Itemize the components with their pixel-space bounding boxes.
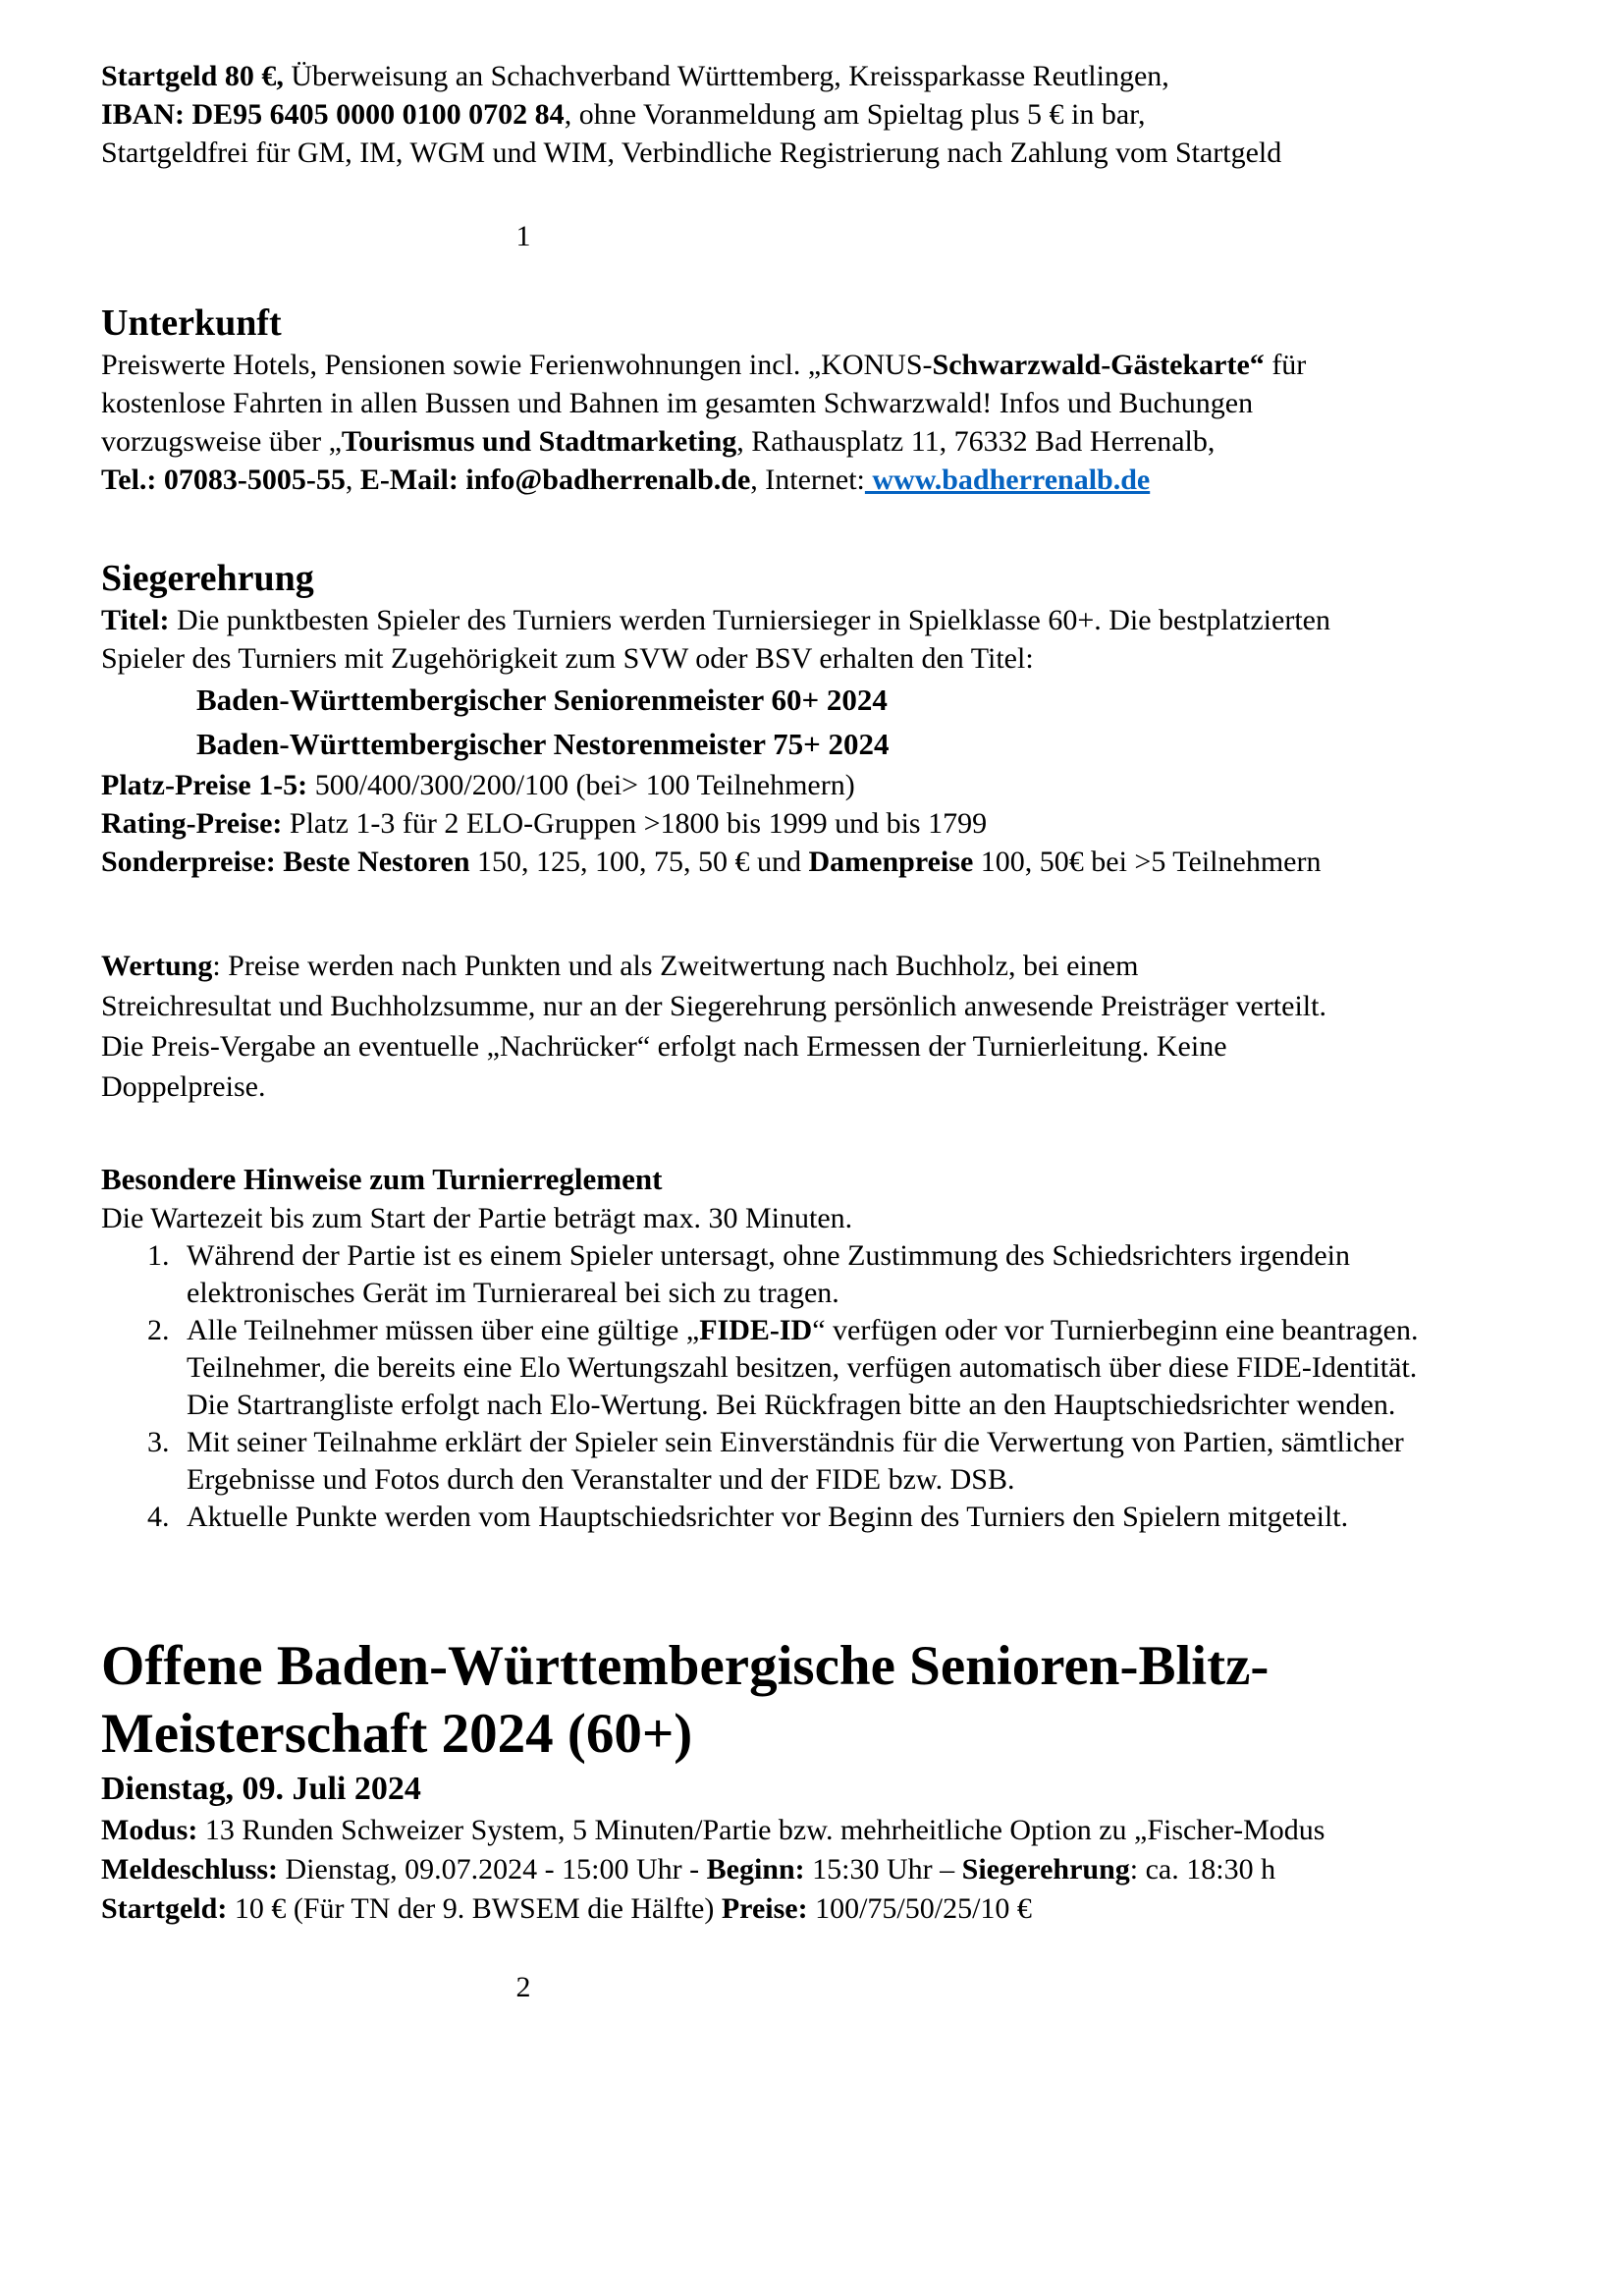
list-item-4-text [187,1499,1622,1536]
wertung-paragraph [101,946,1622,1107]
text-line [101,134,1622,172]
text-run: Streichresultat und Buchholzsumme, nur an der Siegerehrung persönlich anwesende Preisträger verteilt. [101,990,1326,1022]
text-line [187,1424,1622,1461]
bold-text-run: IBAN: DE95 6405 0000 0100 0702 84 [101,98,565,131]
text-run: 150, 125, 100, 75, 50 € und [469,846,809,878]
list-item-1-number: 1. [147,1239,170,1272]
text-run: Preiswerte Hotels, Pensionen sowie Ferienwohnungen incl. „KONUS- [101,349,933,381]
text-run: Platz 1-3 für 2 ELO-Gruppen >1800 bis 1999 und bis 1799 [282,807,988,840]
bold-text-run: E-Mail: info@badherrenalb.de [359,464,751,496]
text-line [196,722,1622,766]
bold-text-run: Startgeld: [101,1892,228,1925]
text-line [101,639,1622,678]
wartezeit-line [101,1199,1622,1237]
unterkunft-paragraph [101,346,1622,499]
text-run: , ohne Voranmeldung am Spieltag plus 5 € in bar, [564,98,1146,131]
website-link[interactable]: www.badherrenalb.de [864,464,1151,496]
bold-text-run: Rating-Preise: [101,807,283,840]
bold-text-run: Schwarzwald-Gästekarte“ [932,349,1265,381]
section-heading-unterkunft: Unterkunft [101,302,282,344]
bold-text-run: Preise: [721,1892,808,1925]
text-line [101,1066,1622,1107]
text-run: Mit seiner Teilnahme erklärt der Spieler sein Einverständnis für die Verwertung von Partien, sämtlicher [187,1426,1404,1458]
text-run: Während der Partie ist es einem Spieler untersagt, ohne Zustimmung des Schiedsrichters irgendein [187,1239,1350,1272]
text-run: Aktuelle Punkte werden vom Hauptschiedsrichter vor Beginn des Turniers den Spielern mitgeteilt. [187,1501,1349,1533]
text-line [187,1275,1622,1312]
text-line [196,678,1622,722]
text-run: Startgeldfrei für GM, IM, WGM und WIM, Verbindliche Registrierung nach Zahlung vom Startgeld [101,137,1282,169]
text-run: Die Preis-Vergabe an eventuelle „Nachrücker“ erfolgt nach Ermessen der Turnierleitung. Keine [101,1030,1227,1063]
bold-text-run: Wertung [101,950,213,982]
bold-text-run: Titel: [101,604,170,636]
startgeld-intro-paragraph [101,57,1622,172]
text-line [187,1312,1622,1349]
list-item-1 [101,1237,1622,1312]
text-line [101,1026,1622,1066]
bold-text-run: Tourismus und Stadtmarketing [341,425,737,458]
list-item-3-text [187,1424,1622,1499]
bold-text-run: Sonderpreise: Beste Nestoren [101,846,470,878]
text-run: Doppelpreise. [101,1070,266,1103]
text-line [187,1237,1622,1275]
main-title-line-2: Meisterschaft 2024 (60+) [101,1703,693,1765]
page-number-2: 2 [515,1971,531,2003]
text-run: Überweisung an Schachverband Württemberg, Kreissparkasse Reutlingen, [283,60,1169,92]
text-line [101,57,1622,95]
list-item-2 [101,1312,1622,1424]
text-line [101,843,1622,881]
text-run: “ verfügen oder vor Turnierbeginn eine beantragen. [812,1314,1419,1346]
text-line [101,1199,1622,1237]
text-line [187,1349,1622,1387]
text-run: , [345,464,360,496]
text-line [187,1499,1622,1536]
text-run: Teilnehmer, die bereits eine Elo Wertungszahl besitzen, verfügen automatisch über diese FIDE-Identität. [187,1351,1418,1384]
text-line [101,1850,1622,1889]
text-run: : Preise werden nach Punkten und als Zweitwertung nach Buchholz, bei einem [212,950,1139,982]
text-run: Ergebnisse und Fotos durch den Veranstalter und der FIDE bzw. DSB. [187,1463,1015,1496]
list-item-2-number: 2. [147,1314,170,1346]
bold-text-run: Beginn: [706,1853,805,1886]
text-run: , Internet: [750,464,865,496]
text-run: Die punktbesten Spieler des Turniers werden Turniersieger in Spielklasse 60+. Die bestplatzierten [169,604,1330,636]
text-line [101,804,1622,843]
siegerehrung-paragraph [101,601,1622,881]
text-line [187,1461,1622,1499]
list-item-4-number: 4. [147,1501,170,1533]
text-run: Spieler des Turniers mit Zugehörigkeit zum SVW oder BSV erhalten den Titel: [101,642,1034,675]
bold-text-run: Platz-Preise 1-5: [101,769,308,801]
text-line [101,986,1622,1026]
text-run: 15:30 Uhr – [804,1853,962,1886]
turnierreglement-list [101,1237,1622,1536]
text-run: , Rathausplatz 11, 76332 Bad Herrenalb, [736,425,1216,458]
text-run: vorzugsweise über „ [101,425,342,458]
bold-text-run: Modus: [101,1814,198,1846]
list-item-4 [101,1499,1622,1536]
text-line [101,384,1622,422]
text-run: kostenlose Fahrten in allen Bussen und Bahnen im gesamten Schwarzwald! Infos und Buchungen [101,387,1254,419]
text-run: 100/75/50/25/10 € [807,1892,1032,1925]
text-line [101,461,1622,499]
page-number-1: 1 [515,220,531,252]
text-run: Die Wartezeit bis zum Start der Partie beträgt max. 30 Minuten. [101,1202,853,1234]
text-line [101,1811,1622,1850]
text-line [101,766,1622,804]
text-run: 10 € (Für TN der 9. BWSEM die Hälfte) [227,1892,722,1925]
text-line [101,346,1622,384]
bold-text-run: Startgeld 80 €, [101,60,284,92]
blitz-details-paragraph [101,1811,1622,1929]
text-run: Die Startrangliste erfolgt nach Elo-Wertung. Bei Rückfragen bitte an den Hauptschiedsrichter wenden. [187,1389,1396,1421]
text-run: Dienstag, 09.07.2024 - 15:00 Uhr - [278,1853,707,1886]
text-run: für [1264,349,1307,381]
text-line [101,422,1622,461]
text-run: 13 Runden Schweizer System, 5 Minuten/Partie bzw. mehrheitliche Option zu „Fischer-Modus [197,1814,1325,1846]
text-run: Alle Teilnehmer müssen über eine gültige „ [187,1314,700,1346]
bold-text-run: Siegerehrung [961,1853,1130,1886]
section-heading-siegerehrung: Siegerehrung [101,558,314,599]
bold-text-run: Meldeschluss: [101,1853,278,1886]
text-line [101,95,1622,134]
list-item-1-text [187,1237,1622,1312]
text-line [187,1387,1622,1424]
date-heading: Dienstag, 09. Juli 2024 [101,1771,421,1807]
text-line [101,946,1622,986]
list-item-2-text [187,1312,1622,1424]
main-title-blitz-meisterschaft [101,1632,1622,1768]
bold-text-run: Baden-Württembergischer Seniorenmeister 60+ 2024 [196,683,888,717]
bold-text-run: Damenpreise [808,846,974,878]
text-run: elektronisches Gerät im Turnierareal bei sich zu tragen. [187,1277,839,1309]
text-run: : ca. 18:30 h [1129,1853,1276,1886]
bold-text-run: FIDE-ID [699,1314,813,1346]
bold-text-run: Baden-Württembergischer Nestorenmeister 75+ 2024 [196,727,890,761]
list-item-3 [101,1424,1622,1499]
section-heading-turnierreglement: Besondere Hinweise zum Turnierreglement [101,1162,663,1196]
list-item-3-number: 3. [147,1426,170,1458]
text-line [101,1889,1622,1929]
text-run: 500/400/300/200/100 (bei> 100 Teilnehmern) [307,769,855,801]
main-title-line-1: Offene Baden-Württembergische Senioren-Blitz- [101,1635,1270,1697]
text-run: 100, 50€ bei >5 Teilnehmern [973,846,1322,878]
text-line [101,601,1622,639]
bold-text-run: Tel.: 07083-5005-55 [101,464,346,496]
